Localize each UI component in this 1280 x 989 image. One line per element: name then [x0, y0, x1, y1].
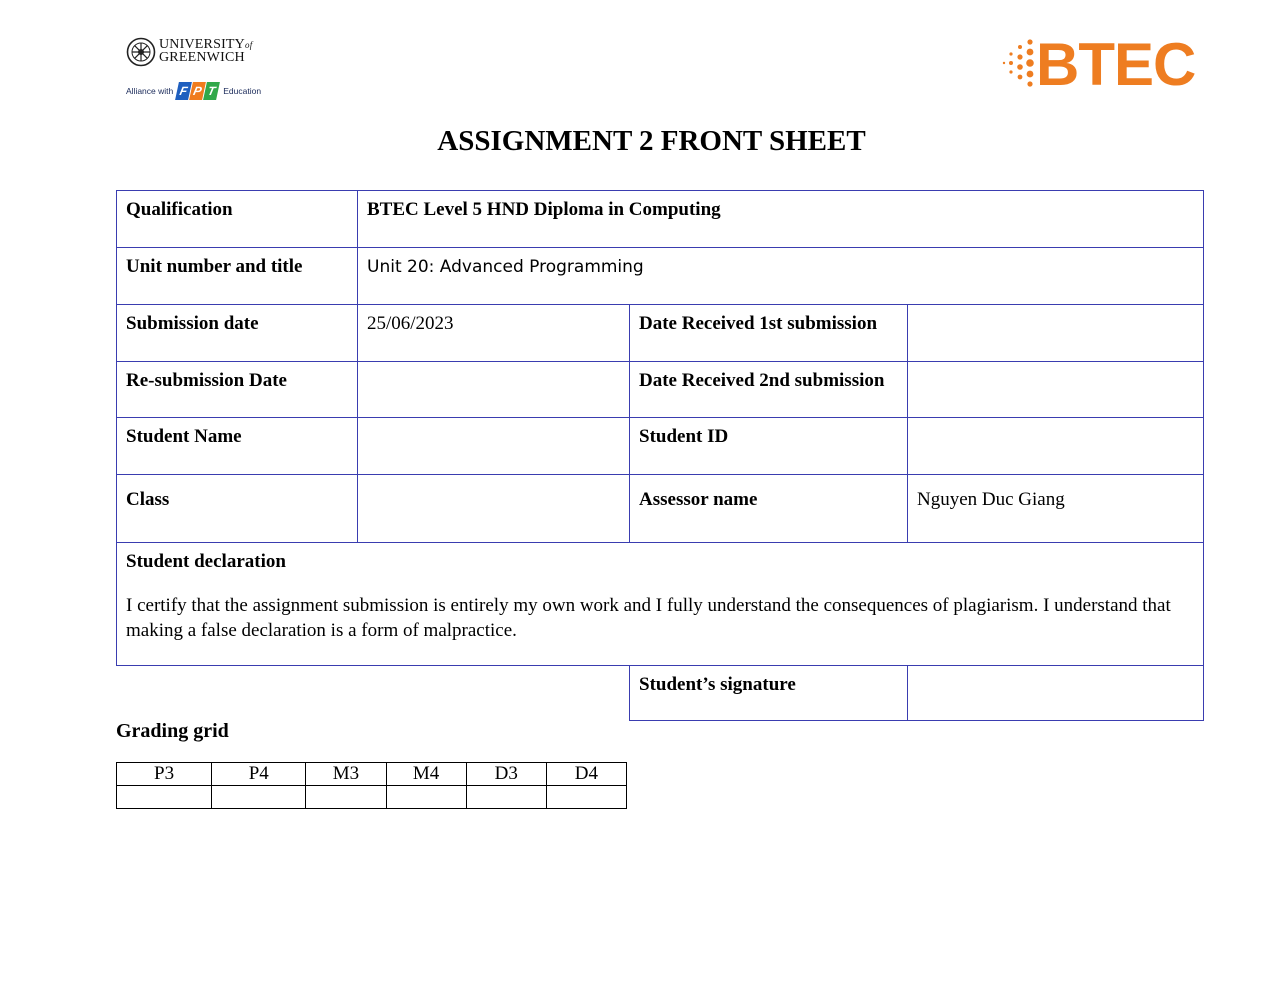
- declaration-row: [117, 543, 1204, 666]
- submission-date-value: 25/06/2023: [358, 305, 630, 362]
- unit-value: Unit 20: Advanced Programming: [358, 248, 1204, 305]
- submission-date-label: Submission date: [117, 305, 358, 362]
- qualification-label: Qualification: [117, 191, 358, 248]
- fpt-logo: [177, 82, 219, 100]
- signature-row: [117, 666, 1204, 721]
- grade-value-p4[interactable]: [212, 786, 306, 809]
- fpt-alliance: [126, 80, 261, 102]
- date-received-2-label: Date Received 2nd submission: [630, 362, 908, 418]
- btec-wordmark: BTEC: [1036, 31, 1196, 98]
- uog-line-greenwich: GREENWICH: [159, 50, 245, 65]
- fpt-letter-f: F: [175, 82, 192, 100]
- grading-grid-title: Grading grid: [116, 720, 229, 742]
- grade-header-p4: P4: [212, 763, 306, 786]
- class-row: [117, 475, 1204, 543]
- signature-label: Student’s signature: [630, 666, 908, 721]
- fpt-letter-p: P: [189, 82, 206, 100]
- class-value: [358, 475, 630, 543]
- education-text: Education: [223, 86, 262, 96]
- student-id-label: Student ID: [630, 418, 908, 475]
- resubmission-label: Re-submission Date: [117, 362, 358, 418]
- declaration-label: Student declaration: [126, 551, 286, 572]
- grade-header-d3: D3: [466, 763, 546, 786]
- qualification-value: BTEC Level 5 HND Diploma in Computing: [358, 191, 1204, 248]
- grade-value-d4[interactable]: [546, 786, 626, 809]
- qualification-row: [117, 191, 1204, 248]
- resubmission-row: [117, 362, 1204, 418]
- grading-header-row: [117, 763, 627, 786]
- student-name-label: Student Name: [117, 418, 358, 475]
- resubmission-value: [358, 362, 630, 418]
- grade-value-p3[interactable]: [117, 786, 212, 809]
- assessor-label: Assessor name: [630, 475, 908, 543]
- grade-header-d4: D4: [546, 763, 626, 786]
- btec-logo: [1000, 31, 1196, 98]
- student-id-value: [908, 418, 1204, 475]
- assessor-value: Nguyen Duc Giang: [908, 475, 1204, 543]
- grading-value-row: [117, 786, 627, 809]
- grade-header-p3: P3: [117, 763, 212, 786]
- signature-value: [908, 666, 1204, 721]
- date-received-1-value: [908, 305, 1204, 362]
- unit-row: [117, 248, 1204, 305]
- uog-of: of: [245, 40, 253, 50]
- btec-dots-icon: [1000, 36, 1040, 98]
- front-sheet-table: [116, 190, 1204, 721]
- date-received-1-label: Date Received 1st submission: [630, 305, 908, 362]
- submission-date-row: [117, 305, 1204, 362]
- university-seal-icon: [126, 37, 156, 67]
- student-name-row: [117, 418, 1204, 475]
- alliance-with-text: Alliance with: [126, 86, 174, 96]
- date-received-2-value: [908, 362, 1204, 418]
- grading-grid-table: [116, 762, 627, 809]
- unit-label: Unit number and title: [117, 248, 358, 305]
- grade-header-m3: M3: [306, 763, 386, 786]
- class-label: Class: [117, 475, 358, 543]
- uog-line-university: UNIVERSITYof: [159, 37, 253, 52]
- page-title: ASSIGNMENT 2 FRONT SHEET: [437, 125, 866, 157]
- student-name-value: [358, 418, 630, 475]
- grade-value-m4[interactable]: [386, 786, 466, 809]
- grade-header-m4: M4: [386, 763, 466, 786]
- declaration-text: I certify that the assignment submission is entirely my own work and I fully understand the consequences of plagiarism. I understand that making a false declaration is a form of malpractice.: [126, 595, 1171, 641]
- grade-value-m3[interactable]: [306, 786, 386, 809]
- university-of-greenwich-logo: [126, 36, 266, 106]
- grade-value-d3[interactable]: [466, 786, 546, 809]
- signature-spacer: [117, 666, 630, 721]
- fpt-letter-t: T: [203, 82, 220, 100]
- declaration-cell: [117, 543, 1204, 666]
